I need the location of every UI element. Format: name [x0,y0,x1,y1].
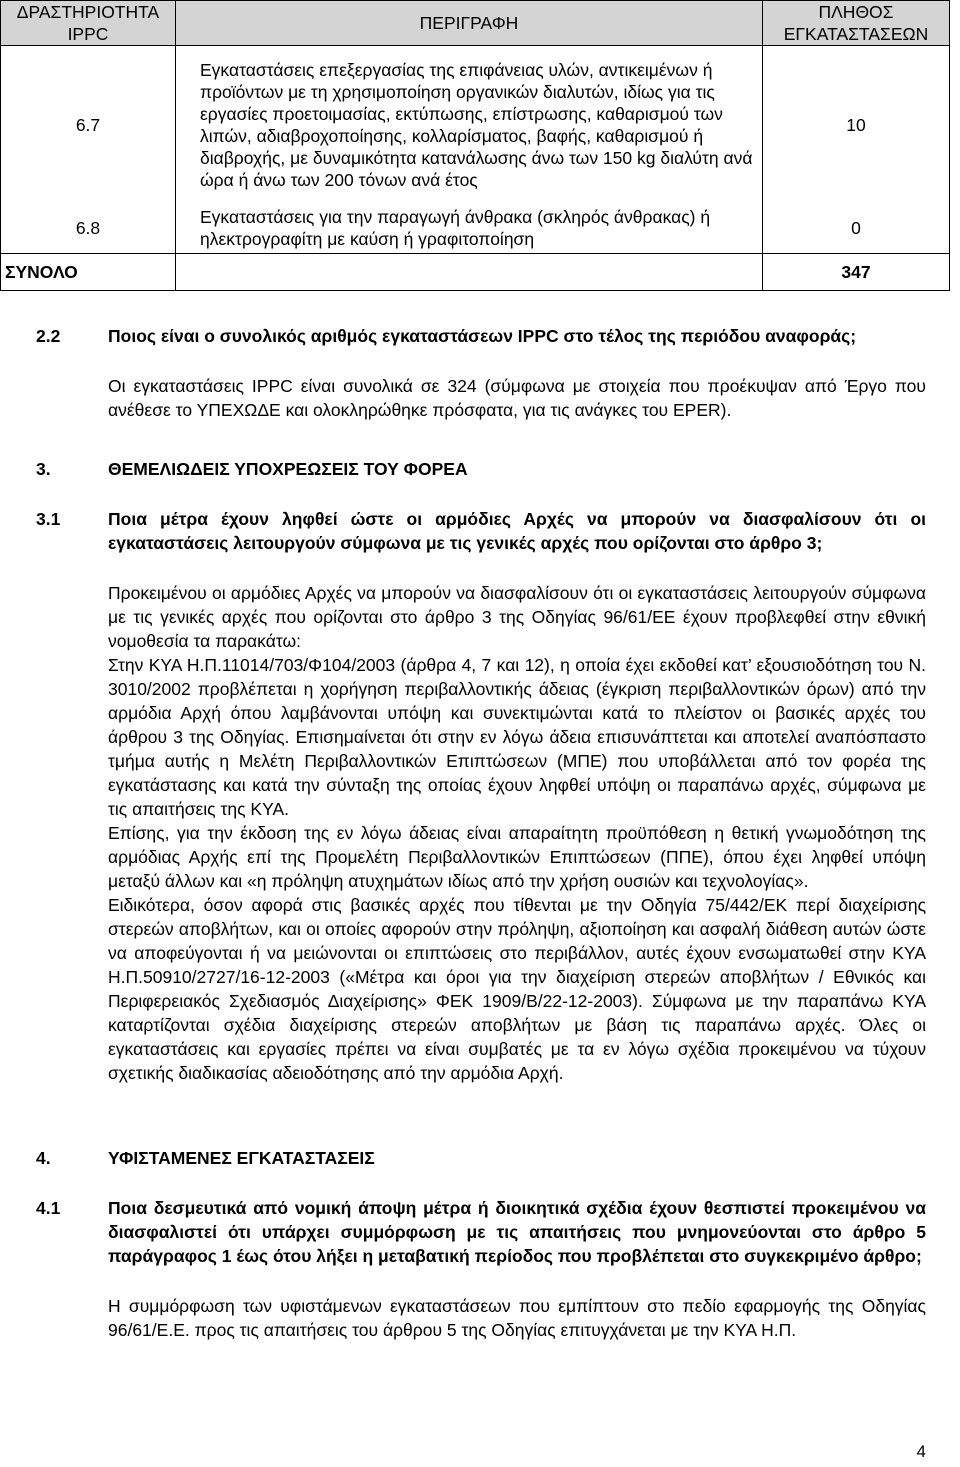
section-3-heading [36,457,926,481]
header-count: ΠΛΗΘΟΣ ΕΓΚΑΤΑΣΤΑΣΕΩΝ [763,1,950,46]
total-value: 347 [763,254,950,291]
row-description: Εγκαταστάσεις για την παραγωγή άνθρακα (σκληρός άνθρακας) ή ηλεκτρογραφίτη με καύση ή γραφιτοποίηση [176,204,763,254]
row-description: Εγκαταστάσεις επεξεργασίας της επιφάνειας υλών, αντικειμένων ή προϊόντων με τη χρησιμοποίηση οργανικών διαλυτών, ιδίως για τις εργασίες προετοιμασίας, εκτύπωσης, επίστρωσης, καθαρισμού των λιπών, αδιαβροχοποίησης, κολλαρίσματος, βαφής, καθαρισμού ή διαβροχής, με δυναμικότητα κατανάλωσης άνω των 150 kg διαλύτη ανά ώρα ή άνω των 200 τόνων ανά έτος [176,46,763,204]
answer-paragraph: Στην ΚΥΑ Η.Π.11014/703/Φ104/2003 (άρθρα 4, 7 και 12), η οποία έχει εκδοθεί κατ’ εξουσιοδότηση του Ν. 3010/2002 προβλέπεται η χορήγηση περιβαλλοντικής άδειας (έγκριση περιβαλλοντικών όρων) από την αρμόδια Αρχή όπου λαμβάνονται υπόψη και συνεκτιμώνται κατά το πλείστον οι βασικές αρχές του άρθρου 3 της Οδηγίας. Επισημαίνεται ότι στην εν λόγω άδεια επισυνάπτεται και αποτελεί αναπόσπαστο τμήμα αυτής η Μελέτη Περιβαλλοντικών Επιπτώσεων (ΜΠΕ) που υποβάλλεται από τον φορέα της εγκατάστασης και κατά την σύνταξη της οποίας έχουν ληφθεί υπόψη οι παραπάνω αρχές, σύμφωνα με τις απαιτήσεις της ΚΥΑ. [108,655,926,819]
header-activity: ΔΡΑΣΤΗΡΙΟΤΗΤΑ IPPC [1,1,176,46]
question-text: Ποια μέτρα έχουν ληφθεί ώστε οι αρμόδιες Αρχές να μπορούν να διασφαλίσουν ότι οι εγκαταστάσεις λειτουργούν σύμφωνα με τις γενικές αρχές που ορίζονται στο άρθρο 3; [108,509,926,553]
section-2-2 [36,324,926,422]
heading-row [36,1146,926,1170]
question-2-2 [36,324,926,348]
answer-2-2 [36,374,926,422]
heading-number: 3. [36,459,51,479]
section-4-heading [36,1146,926,1170]
answer-paragraph: Η συμμόρφωση των υφιστάμενων εγκαταστάσεων που εμπίπτουν στο πεδίο εφαρμογής της Οδηγίας 96/61/Ε.Ε. προς τις απαιτήσεις του άρθρου 5 της Οδηγίας επιτυγχάνεται με την ΚΥΑ Η.Π. [108,1296,926,1340]
row-count: 0 [763,204,950,254]
heading-title: ΥΦΙΣΤΑΜΕΝΕΣ ΕΓΚΑΤΑΣΤΑΣΕΙΣ [108,1148,375,1168]
heading-row [36,457,926,481]
table-total-row [1,254,950,291]
answer-paragraph: Επίσης, για την έκδοση της εν λόγω άδειας είναι απαραίτητη προϋπόθεση η θετική γνωμοδότηση της αρμόδιας Αρχής επί της Προμελέτη Περιβαλλοντικών Επιπτώσεων (ΠΠΕ), όπου έχει ληφθεί υπόψη μεταξύ άλλων και «η πρόληψη ατυχημάτων ιδίως από την χρήση ουσιών και τεχνολογίας». [108,823,926,891]
question-number: 4.1 [36,1198,61,1218]
answer-4-1 [36,1294,926,1342]
total-spacer [176,254,763,291]
question-number: 3.1 [36,509,61,529]
ippc-activities-table [0,0,950,291]
question-number: 2.2 [36,326,61,346]
section-3-1 [36,507,926,1085]
table-row [1,46,950,204]
heading-number: 4. [36,1148,51,1168]
table-row [1,204,950,254]
total-label: ΣΥΝΟΛΟ [1,254,176,291]
answer-paragraph: Οι εγκαταστάσεις IPPC είναι συνολικά σε 324 (σύμφωνα με στοιχεία που προέκυψαν από Έργο που ανέθεσε το ΥΠΕΧΩΔΕ και ολοκληρώθηκε πρόσφατα, για τις ανάγκες του EPER). [108,376,926,420]
question-text: Ποια δεσμευτικά από νομική άποψη μέτρα ή διοικητικά σχέδια έχουν θεσπιστεί προκειμένου να διασφαλιστεί ότι υπάρχει συμμόρφωση με τις απαιτήσεις που μνημονεύονται στο άρθρο 5 παράγραφος 1 έως ότου λήξει η μεταβατική περίοδος που προβλέπεται στο συγκεκριμένο άρθρο; [108,1198,926,1266]
answer-paragraph: Προκειμένου οι αρμόδιες Αρχές να μπορούν να διασφαλίσουν ότι οι εγκαταστάσεις λειτουργούν σύμφωνα με τις γενικές αρχές που ορίζονται στο άρθρο 3 της Οδηγίας 96/61/ΕΕ έχουν προβλεφθεί στην εθνική νομοθεσία τα παρακάτω: [108,583,926,651]
page-number: 4 [916,1442,926,1461]
heading-title: ΘΕΜΕΛΙΩΔΕΙΣ ΥΠΟΧΡΕΩΣΕΙΣ ΤΟΥ ΦΟΡΕΑ [108,459,468,479]
row-count: 10 [763,46,950,204]
header-description: ΠΕΡΙΓΡΑΦΗ [176,1,763,46]
answer-paragraph: Ειδικότερα, όσον αφορά στις βασικές αρχές που τίθενται με την Οδηγία 75/442/ΕΚ περί διαχείρισης στερεών αποβλήτων, και οι οποίες αφορούν στην πρόληψη, αξιοποίηση και ασφαλή διάθεση αυτών ώστε να αποφεύγονται ή να μειώνονται οι επιπτώσεις στο περιβάλλον, αυτές έχουν ενσωματωθεί στην ΚΥΑ Η.Π.50910/2727/16-12-2003 («Μέτρα και όροι για την διαχείριση στερεών αποβλήτων / Εθνικός και Περιφερειακός Σχεδιασμός Διαχείρισης» ΦΕΚ 1909/Β/22-12-2003). Σύμφωνα με την παραπάνω ΚΥΑ καταρτίζονται σχέδια διαχείρισης στερεών αποβλήτων με βάση τις παραπάνω αρχές. Όλες οι εγκαταστάσεις και εργασίες πρέπει να είναι συμβατές με τα εν λόγω σχέδια προκειμένου να τύχουν σχετικής διαδικασίας αδειοδότησης από την αρμόδια Αρχή. [108,895,926,1083]
answer-3-1 [36,581,926,1085]
question-text: Ποιος είναι ο συνολικός αριθμός εγκαταστάσεων IPPC στο τέλος της περιόδου αναφοράς; [108,326,857,346]
section-4-1 [36,1196,926,1342]
row-activity-code: 6.8 [1,204,176,254]
question-4-1 [36,1196,926,1268]
row-activity-code: 6.7 [1,46,176,204]
table-header-row [1,1,950,46]
question-3-1 [36,507,926,555]
